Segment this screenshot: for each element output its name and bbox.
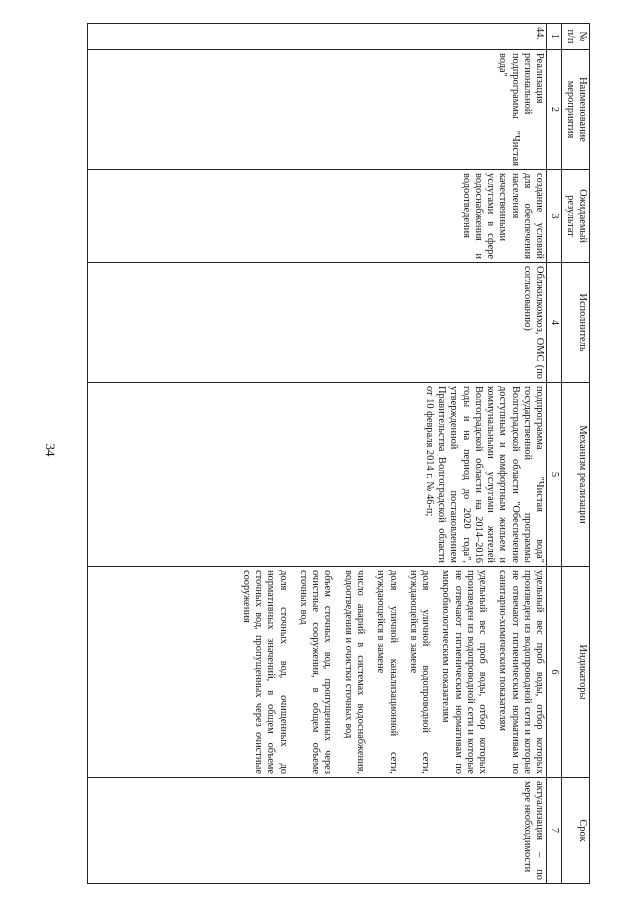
rotated-page <box>50 23 590 883</box>
column-number: 2 <box>547 49 562 169</box>
measures-table <box>87 23 590 884</box>
column-number: 7 <box>547 777 562 883</box>
measure-name: Реализация региональной подпрограммы "Чистая вода" <box>88 49 547 169</box>
expected-result: создание условий для обеспечения населения качественными услугами в сфере водоснабжения и водоотведения <box>88 169 547 262</box>
header-executor: Исполнитель <box>562 262 590 382</box>
header-number: № п/п <box>562 23 590 49</box>
header-term: Срок <box>562 777 590 883</box>
executor: Облжилкомхоз, ОМС (по согласованию) <box>88 262 547 382</box>
column-number-row <box>547 23 562 883</box>
indicator-item: доля уличной канализационной сети, нуждающейся в замене <box>375 569 399 774</box>
indicator-item: объем сточных вод, пропущенных через очистные сооружения, в общем объеме сточных вод <box>297 569 334 774</box>
indicator-item: удельный вес проб воды, отбор которых произведен из водопроводной сети и которые не отвечают гигиеническим нормативам по санитарно-химическим показателям <box>497 569 546 774</box>
indicator-item: доля сточных вод, очищенных до нормативных значений, в общем объеме сточных вод, пропущенных через очистные сооружения <box>240 569 289 774</box>
header-indicators: Индикаторы <box>562 566 590 777</box>
indicator-item: доля уличной водопроводной сети, нуждающейся в замене <box>407 569 432 774</box>
implementation-mechanism: подпрограмма "Чистая вода" государственной программы Волгоградской области "Обеспечение доступным и комфортным жильем и коммунальными услугами жителей Волгоградской области на 2014–2016 годы и на период до 2020 года", утвержденной постановлением Правительства Волгоградской области от 10 февраля 2014 г. № 46-п; <box>88 382 547 566</box>
row-number: 44. <box>88 23 547 49</box>
header-mechanism: Механизм реализации <box>562 382 590 566</box>
indicator-item: число аварий в системах водоснабжения, водоотведения и очистки сточных вод <box>342 569 367 774</box>
column-number: 3 <box>547 169 562 262</box>
column-number: 6 <box>547 566 562 777</box>
header-row <box>562 23 590 883</box>
column-number: 1 <box>547 23 562 49</box>
indicators-cell <box>88 566 547 777</box>
header-result: Ожидаемый результат <box>562 169 590 262</box>
indicator-item: удельный вес проб воды, отбор которых произведен из водопроводной сети и которые не отвечают гигиеническим нормативам по микробиологическим показателям <box>440 569 489 774</box>
table-row <box>88 23 547 883</box>
column-number: 4 <box>547 262 562 382</box>
page-number: 34 <box>43 443 58 457</box>
term: актуализация – по мере необходимости <box>88 777 547 883</box>
column-number: 5 <box>547 382 562 566</box>
header-name: Наименование мероприятия <box>562 49 590 169</box>
